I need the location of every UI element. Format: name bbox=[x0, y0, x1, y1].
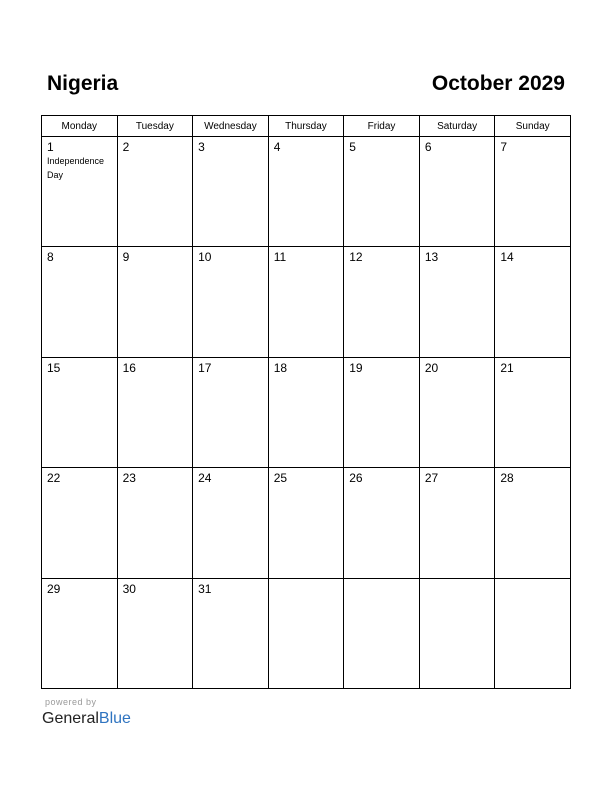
footer-branding bbox=[42, 697, 131, 730]
weekday-friday: Friday bbox=[344, 116, 420, 137]
month-title: October 2029 bbox=[431, 72, 565, 95]
day-cell[interactable] bbox=[495, 468, 571, 578]
day-number: 30 bbox=[122, 581, 136, 596]
day-cell[interactable] bbox=[268, 468, 344, 578]
day-number: 24 bbox=[198, 471, 212, 486]
holiday-label: Independence Day bbox=[47, 156, 105, 180]
day-cell[interactable] bbox=[193, 578, 269, 688]
day-cell[interactable] bbox=[419, 357, 495, 467]
day-cell[interactable] bbox=[495, 357, 571, 467]
day-number: 12 bbox=[349, 250, 363, 265]
weekday-header-row bbox=[42, 116, 571, 137]
day-number: 8 bbox=[47, 250, 54, 265]
day-cell[interactable] bbox=[495, 137, 571, 247]
empty-day-cell bbox=[268, 578, 344, 688]
brand-blue-text: Blue bbox=[98, 710, 131, 727]
day-number: 22 bbox=[47, 471, 61, 486]
day-number: 16 bbox=[122, 360, 136, 375]
day-number: 5 bbox=[349, 140, 356, 154]
day-cell[interactable] bbox=[117, 247, 193, 357]
day-number: 17 bbox=[198, 360, 212, 375]
empty-day-cell bbox=[495, 578, 571, 688]
week-row bbox=[42, 137, 571, 247]
day-number: 26 bbox=[349, 471, 363, 486]
day-cell[interactable] bbox=[344, 468, 420, 578]
generalblue-logo[interactable] bbox=[42, 708, 131, 730]
weekday-tuesday: Tuesday bbox=[117, 116, 193, 137]
day-cell[interactable] bbox=[268, 247, 344, 357]
day-number: 9 bbox=[122, 250, 130, 265]
day-number: 7 bbox=[500, 140, 508, 154]
day-cell[interactable] bbox=[117, 137, 193, 247]
day-cell[interactable] bbox=[193, 468, 269, 578]
week-row bbox=[42, 578, 571, 688]
day-number: 2 bbox=[122, 140, 130, 154]
day-number: 14 bbox=[500, 250, 514, 265]
day-number: 4 bbox=[273, 140, 281, 154]
day-cell[interactable] bbox=[268, 137, 344, 247]
day-number: 25 bbox=[273, 471, 288, 486]
day-number: 21 bbox=[500, 360, 514, 375]
day-cell[interactable] bbox=[117, 468, 193, 578]
day-number: 20 bbox=[424, 360, 439, 375]
week-row bbox=[42, 468, 571, 578]
day-number: 3 bbox=[198, 140, 205, 154]
day-cell[interactable] bbox=[344, 137, 420, 247]
calendar-grid bbox=[41, 115, 571, 689]
weekday-saturday: Saturday bbox=[419, 116, 495, 137]
day-cell[interactable] bbox=[495, 247, 571, 357]
day-cell[interactable] bbox=[42, 578, 118, 688]
weekday-sunday: Sunday bbox=[495, 116, 571, 137]
day-number: 6 bbox=[424, 140, 432, 154]
day-cell[interactable] bbox=[42, 247, 118, 357]
day-number: 31 bbox=[198, 581, 212, 596]
day-cell[interactable] bbox=[117, 357, 193, 467]
day-cell[interactable] bbox=[344, 357, 420, 467]
day-cell[interactable] bbox=[419, 137, 495, 247]
day-cell[interactable] bbox=[42, 357, 118, 467]
day-cell[interactable] bbox=[344, 247, 420, 357]
day-cell[interactable] bbox=[419, 468, 495, 578]
day-number: 15 bbox=[47, 360, 61, 375]
day-cell[interactable] bbox=[42, 468, 118, 578]
country-title: Nigeria bbox=[47, 72, 119, 95]
day-number: 19 bbox=[349, 360, 363, 375]
week-row bbox=[42, 247, 571, 357]
brand-general-text: General bbox=[42, 710, 99, 727]
day-number: 28 bbox=[500, 471, 514, 486]
empty-day-cell bbox=[419, 578, 495, 688]
day-number: 23 bbox=[122, 471, 136, 486]
day-number: 10 bbox=[198, 250, 212, 265]
day-number: 18 bbox=[273, 360, 288, 375]
day-number: 11 bbox=[273, 250, 287, 265]
day-cell[interactable] bbox=[117, 578, 193, 688]
day-cell[interactable] bbox=[268, 357, 344, 467]
day-number: 1 bbox=[47, 140, 54, 154]
day-cell[interactable] bbox=[193, 137, 269, 247]
empty-day-cell bbox=[344, 578, 420, 688]
weekday-monday: Monday bbox=[42, 116, 118, 137]
day-cell[interactable] bbox=[419, 247, 495, 357]
powered-by-text: powered by bbox=[45, 697, 97, 707]
weekday-thursday: Thursday bbox=[268, 116, 344, 137]
day-number: 27 bbox=[424, 471, 439, 486]
day-cell[interactable] bbox=[193, 247, 269, 357]
day-number: 29 bbox=[47, 581, 61, 596]
weekday-wednesday: Wednesday bbox=[193, 116, 269, 137]
day-cell[interactable] bbox=[42, 137, 118, 247]
day-cell[interactable] bbox=[193, 357, 269, 467]
day-number: 13 bbox=[424, 250, 439, 265]
week-row bbox=[42, 357, 571, 467]
